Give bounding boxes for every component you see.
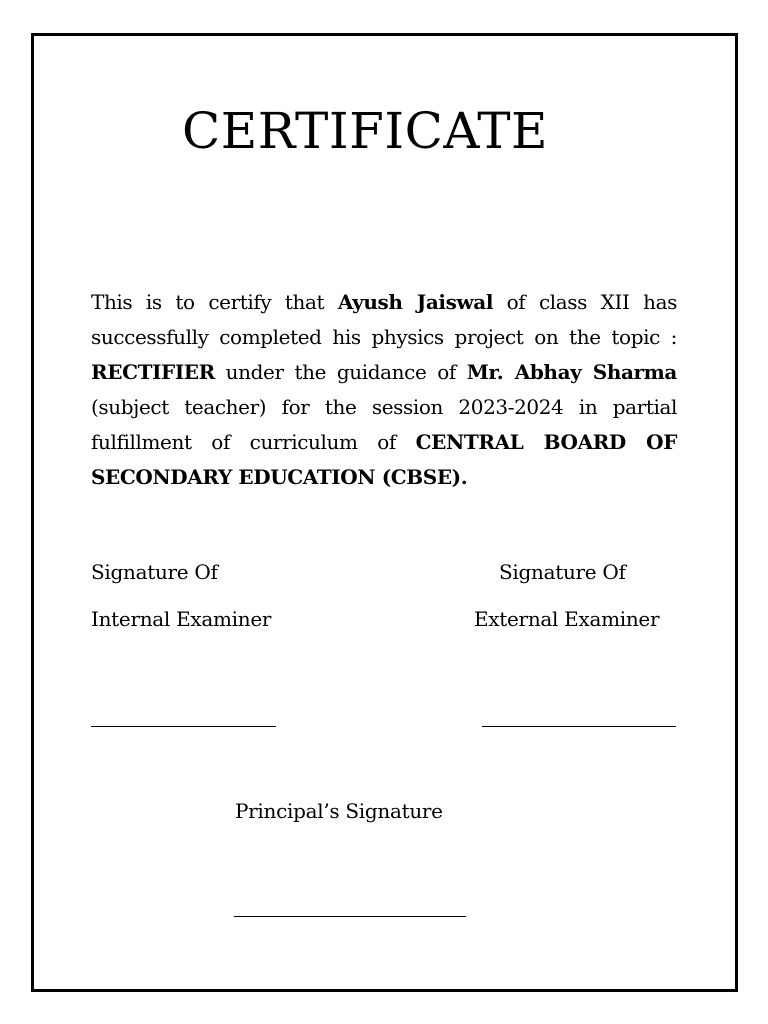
external-signature-label: Signature Of (499, 560, 626, 584)
internal-examiner-label: Internal Examiner (91, 607, 272, 631)
external-signature-line (482, 726, 676, 727)
board-name: CENTRAL BOARD OF SECONDARY EDUCATION (CBSE). (91, 430, 677, 489)
principal-signature-line (234, 916, 466, 917)
body-text-guidance: under the guidance of (214, 360, 467, 384)
body-text-class: of class XII has successfully completed his physics project on the topic : (91, 290, 677, 349)
principal-signature-label: Principal’s Signature (235, 799, 443, 823)
certificate-title: CERTIFICATE (182, 102, 549, 160)
external-examiner-label: External Examiner (474, 607, 660, 631)
internal-signature-line (91, 726, 276, 727)
body-text-session: (subject teacher) for the session 2023-2024 in partial fulfillment of curriculum of (91, 395, 677, 454)
certificate-body (91, 285, 677, 495)
internal-signature-label: Signature Of (91, 560, 218, 584)
teacher-name: Mr. Abhay Sharma (466, 360, 677, 384)
body-text-intro: This is to certify that (91, 290, 338, 314)
student-name: Ayush Jaiswal (337, 290, 494, 314)
certificate-border (31, 33, 738, 992)
project-topic: RECTIFIER (91, 360, 215, 384)
